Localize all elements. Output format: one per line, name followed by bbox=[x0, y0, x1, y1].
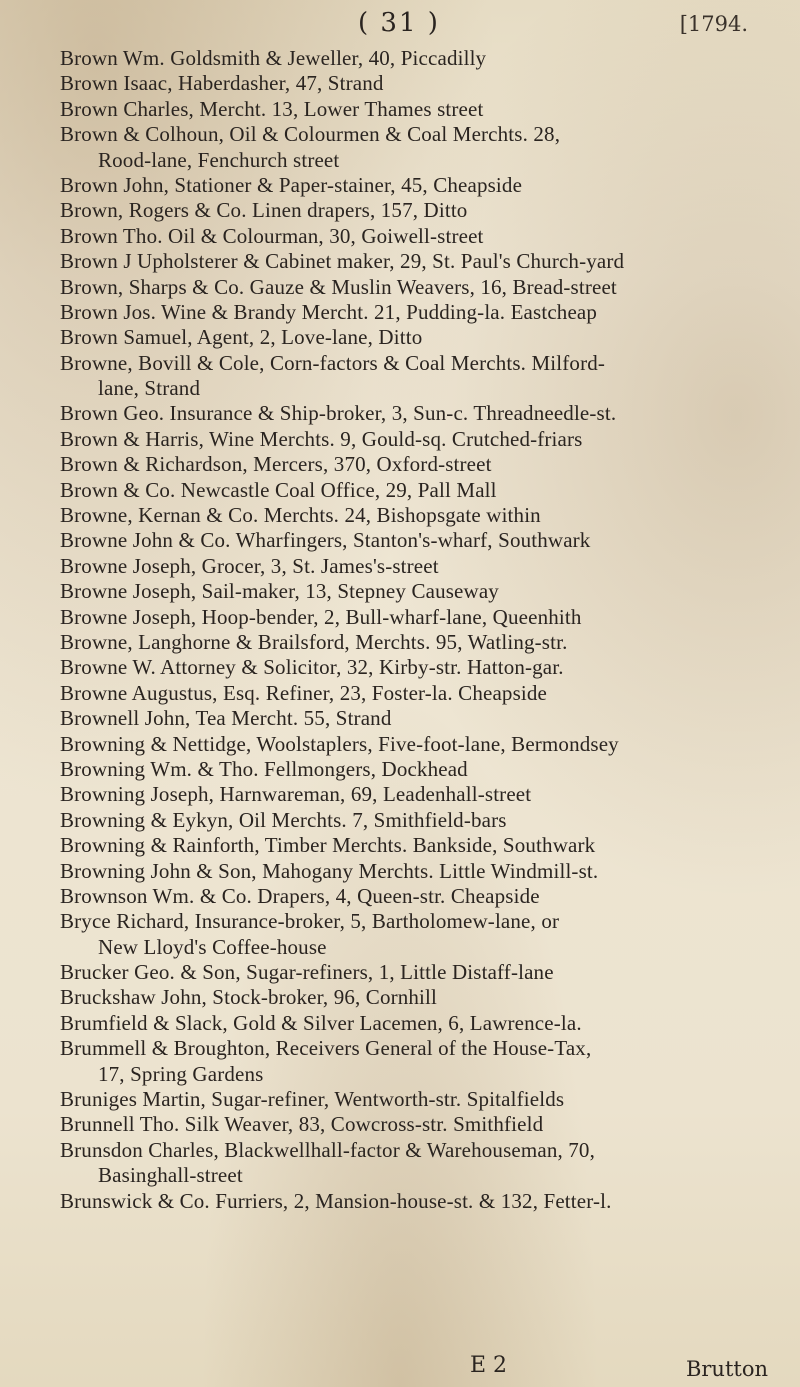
directory-entry: Brunsdon Charles, Blackwellhall-factor & Warehouseman, 70, bbox=[60, 1137, 595, 1162]
directory-entry: Brown Wm. Goldsmith & Jeweller, 40, Piccadilly bbox=[60, 46, 487, 70]
directory-entry: Browne, Langhorne & Brailsford, Merchts. 95, Watling-str. bbox=[60, 629, 568, 654]
directory-entry: Browning Wm. & Tho. Fellmongers, Dockhead bbox=[60, 756, 468, 781]
directory-entry: Browning Joseph, Harnwareman, 69, Leadenhall-street bbox=[60, 782, 532, 807]
directory-entry: Brownell John, Tea Mercht. 55, Strand bbox=[60, 706, 392, 731]
directory-entry: Browne, Bovill & Cole, Corn-factors & Coal Merchts. Milford- bbox=[60, 350, 606, 375]
directory-entry: Brown J Upholsterer & Cabinet maker, 29, St. Paul's Church-yard bbox=[60, 249, 625, 274]
directory-entries bbox=[0, 46, 800, 1356]
page-footer bbox=[0, 1353, 800, 1387]
directory-entry: Browne Joseph, Sail-maker, 13, Stepney Causeway bbox=[60, 579, 499, 604]
directory-entry: Brown Samuel, Agent, 2, Love-lane, Ditto bbox=[60, 325, 423, 350]
directory-entry: Brown Jos. Wine & Brandy Mercht. 21, Pudding-la. Eastcheap bbox=[60, 299, 598, 324]
directory-entry: Brown & Co. Newcastle Coal Office, 29, Pall Mall bbox=[60, 477, 497, 502]
directory-entry: Brown & Richardson, Mercers, 370, Oxford-street bbox=[60, 452, 492, 477]
directory-entry: Brummell & Broughton, Receivers General of the House-Tax, bbox=[60, 1036, 592, 1061]
directory-entry: Bruckshaw John, Stock-broker, 96, Cornhill bbox=[60, 985, 437, 1010]
directory-entry: Browne John & Co. Wharfingers, Stanton's-wharf, Southwark bbox=[60, 528, 591, 553]
page-number: ( 31 ) bbox=[358, 8, 440, 38]
directory-entry: Brumfield & Slack, Gold & Silver Lacemen, 6, Lawrence-la. bbox=[60, 1010, 582, 1035]
directory-entry: Browning & Rainforth, Timber Merchts. Bankside, Southwark bbox=[60, 833, 596, 858]
directory-entry: Brown Isaac, Haberdasher, 47, Strand bbox=[60, 71, 384, 96]
directory-entry: Brown John, Stationer & Paper-stainer, 45, Cheapside bbox=[60, 172, 523, 197]
year-label: [1794. bbox=[679, 12, 748, 36]
directory-entry: Brownson Wm. & Co. Drapers, 4, Queen-str. Cheapside bbox=[60, 883, 540, 908]
directory-entry: Brunswick & Co. Furriers, 2, Mansion-house-st. & 132, Fetter-l. bbox=[60, 1188, 612, 1213]
directory-entry: Brunnell Tho. Silk Weaver, 83, Cowcross-str. Smithfield bbox=[60, 1112, 544, 1137]
directory-entry: Browne W. Attorney & Solicitor, 32, Kirby-str. Hatton-gar. bbox=[60, 655, 564, 680]
catchword: Brutton bbox=[685, 1357, 768, 1381]
directory-entry: Browne Augustus, Esq. Refiner, 23, Foster-la. Cheapside bbox=[60, 680, 548, 705]
directory-entry: Brown Geo. Insurance & Ship-broker, 3, Sun-c. Threadneedle-st. bbox=[60, 401, 617, 426]
entry-continuation-line: 17, Spring Gardens bbox=[98, 1061, 264, 1086]
directory-entry: Browning & Eykyn, Oil Merchts. 7, Smithfield-bars bbox=[60, 807, 507, 832]
directory-entry: Bryce Richard, Insurance-broker, 5, Bartholomew-lane, or bbox=[60, 909, 560, 934]
page-header bbox=[0, 8, 800, 48]
signature-mark: E 2 bbox=[470, 1353, 508, 1378]
directory-entry: Browning & Nettidge, Woolstaplers, Five-foot-lane, Bermondsey bbox=[60, 731, 619, 756]
entry-continuation-line: lane, Strand bbox=[98, 376, 201, 401]
entry-continuation-line: New Lloyd's Coffee-house bbox=[98, 934, 327, 959]
directory-entry: Browne, Kernan & Co. Merchts. 24, Bishopsgate within bbox=[60, 503, 541, 528]
entry-continuation-line: Rood-lane, Fenchurch street bbox=[98, 147, 340, 172]
directory-entry: Brown & Harris, Wine Merchts. 9, Gould-sq. Crutched-friars bbox=[60, 426, 583, 451]
directory-entry: Bruniges Martin, Sugar-refiner, Wentworth-str. Spitalfields bbox=[60, 1087, 565, 1112]
entry-continuation-line: Basinghall-street bbox=[98, 1163, 243, 1188]
directory-entry: Browne Joseph, Hoop-bender, 2, Bull-wharf-lane, Queenhith bbox=[60, 604, 582, 629]
directory-entry: Browning John & Son, Mahogany Merchts. Little Windmill-st. bbox=[60, 858, 599, 883]
directory-entry: Brown, Sharps & Co. Gauze & Muslin Weavers, 16, Bread-street bbox=[60, 274, 617, 299]
directory-entry: Brown Tho. Oil & Colourman, 30, Goiwell-street bbox=[60, 223, 484, 248]
directory-entry: Brucker Geo. & Son, Sugar-refiners, 1, Little Distaff-lane bbox=[60, 960, 554, 985]
directory-entry: Browne Joseph, Grocer, 3, St. James's-street bbox=[60, 553, 439, 578]
directory-entry: Brown, Rogers & Co. Linen drapers, 157, Ditto bbox=[60, 198, 468, 223]
directory-entry: Brown Charles, Mercht. 13, Lower Thames street bbox=[60, 96, 484, 121]
directory-entry: Brown & Colhoun, Oil & Colourmen & Coal Merchts. 28, bbox=[60, 122, 561, 147]
